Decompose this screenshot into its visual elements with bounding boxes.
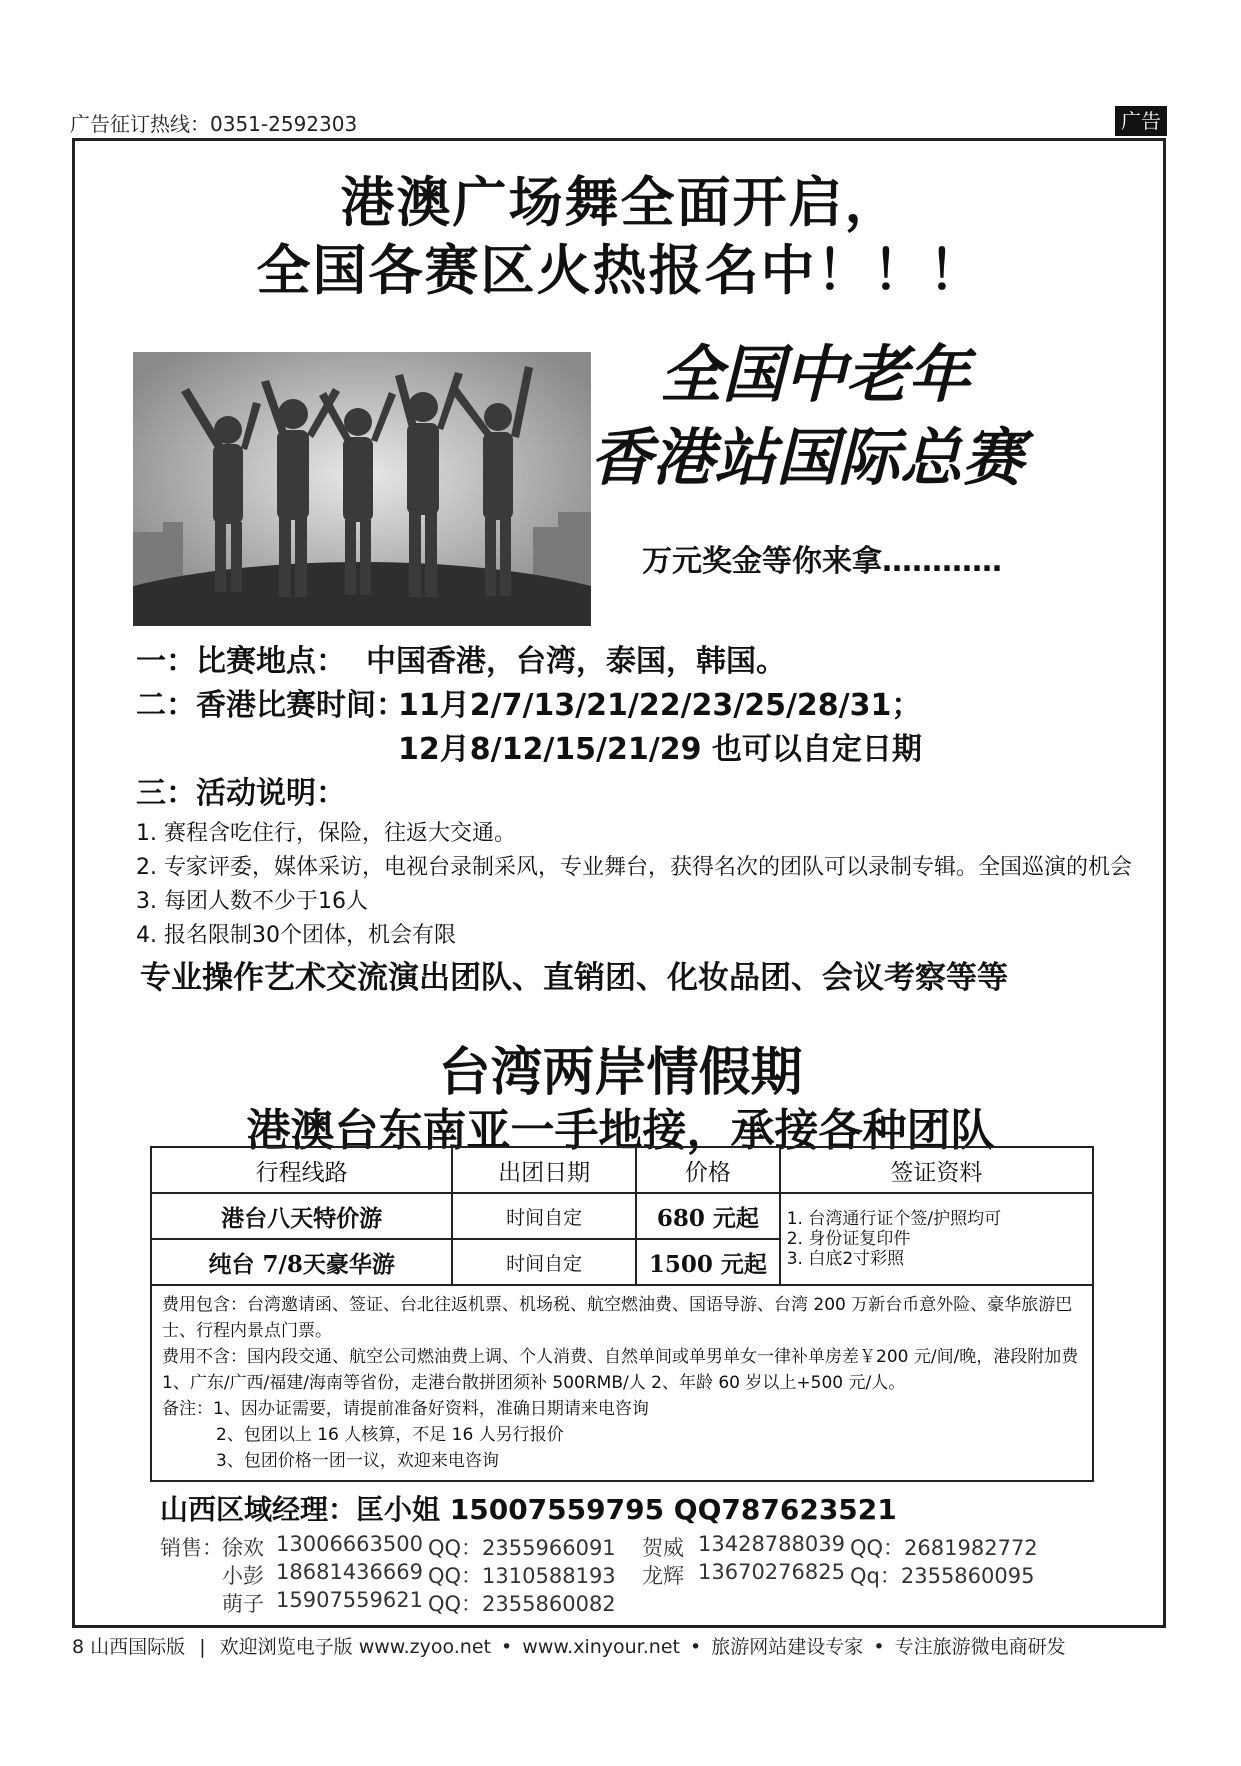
route-cell: 纯台 7/8天豪华游 <box>151 1239 452 1285</box>
team-types: 专业操作艺术交流演出团队、直销团、化妆品团、会议考察等等 <box>140 960 1008 996</box>
sales-phone: 15907559621 <box>276 1588 423 1612</box>
footer-bullet: • <box>873 1636 885 1658</box>
venue-label: 一：比赛地点： <box>136 644 346 679</box>
sales-qq: QQ：2681982772 <box>850 1536 1038 1560</box>
sales-qq: QQ：2355860082 <box>428 1592 616 1616</box>
col-header-visa: 签证资料 <box>780 1147 1093 1193</box>
remark-3: 3、包团价格一团一议，欢迎来电咨询 <box>216 1451 499 1471</box>
tour-table <box>150 1146 1094 1482</box>
regional-manager: 山西区域经理：匡小姐 15007559795 QQ787623521 <box>160 1493 897 1526</box>
activity-item: 1. 赛程含吃住行，保险，往返大交通。 <box>136 821 516 846</box>
sales-qq: QQ：2355966091 <box>428 1536 616 1560</box>
script-title-line-2: 香港站国际总赛 <box>590 421 1025 494</box>
sales-phone: 18681436669 <box>276 1560 423 1584</box>
col-header-route: 行程线路 <box>151 1147 452 1193</box>
activity-label: 三：活动说明： <box>136 776 346 811</box>
col-header-price: 价格 <box>636 1147 780 1193</box>
col-header-date: 出团日期 <box>452 1147 636 1193</box>
headline-line-2: 全国各赛区火热报名中！！！ <box>256 239 985 302</box>
ad-corner-tag: 广告 <box>1115 106 1167 136</box>
sales-qq: Qq：2355860095 <box>850 1564 1035 1588</box>
taiwan-subtitle: 港澳台东南亚一手地接，承接各种团队 <box>246 1105 995 1156</box>
remark-1: 备注：1、因办证需要，请提前准备好资料，准确日期请来电咨询 <box>162 1399 649 1419</box>
sales-name: 徐欢 <box>222 1536 264 1560</box>
script-title-line-1: 全国中老年 <box>660 338 971 411</box>
footer-site-link[interactable]: www.xinyour.net <box>522 1636 680 1658</box>
footer-slogan-2: 专注旅游微电商研发 <box>894 1636 1066 1658</box>
visa-item: 3. 白底2寸彩照 <box>786 1249 905 1269</box>
headline-line-1: 港澳广场舞全面开启， <box>340 171 901 234</box>
prize-tagline: 万元奖金等你来拿………… <box>642 544 1002 579</box>
activity-item: 3. 每团人数不少于16人 <box>136 889 368 914</box>
remark-2: 2、包团以上 16 人核算，不足 16 人另行报价 <box>216 1425 564 1445</box>
sales-phone: 13006663500 <box>276 1532 423 1556</box>
sales-name: 小彭 <box>222 1564 264 1588</box>
date-cell: 时间自定 <box>452 1239 636 1285</box>
footer-slogan-1: 旅游网站建设专家 <box>711 1636 864 1658</box>
edition-name: 山西国际版 <box>90 1636 186 1658</box>
footer-separator: | <box>199 1636 206 1658</box>
taiwan-title: 台湾两岸情假期 <box>438 1043 803 1103</box>
price-cell: 1500 元起 <box>636 1239 780 1285</box>
sales-phone: 13670276825 <box>698 1560 845 1584</box>
table-header-row <box>151 1147 1093 1193</box>
time-value-1: 11月2/7/13/21/22/23/25/28/31； <box>398 688 922 723</box>
footer-bullet: • <box>501 1636 513 1658</box>
date-cell: 时间自定 <box>452 1193 636 1239</box>
page-footer <box>72 1632 1066 1659</box>
visa-item: 2. 身份证复印件 <box>786 1229 911 1249</box>
time-label: 二：香港比赛时间： <box>136 688 406 723</box>
activity-item: 2. 专家评委，媒体采访，电视台录制采风，专业舞台，获得名次的团队可以录制专辑。全国巡演的机会 <box>136 855 1132 880</box>
venue-value: 中国香港，台湾，泰国，韩国。 <box>366 644 786 679</box>
visa-cell <box>780 1193 1093 1285</box>
sales-qq: QQ：1310588193 <box>428 1564 616 1588</box>
sales-name: 贺威 <box>642 1536 684 1560</box>
sales-name: 龙辉 <box>642 1564 684 1588</box>
sales-name: 萌子 <box>222 1592 264 1616</box>
table-row <box>151 1193 1093 1239</box>
route-cell: 港台八天特价游 <box>151 1193 452 1239</box>
footer-bullet: • <box>690 1636 702 1658</box>
activity-item: 4. 报名限制30个团体，机会有限 <box>136 923 456 948</box>
ad-hotline: 广告征订热线：0351-2592303 <box>70 112 358 136</box>
price-cell: 680 元起 <box>636 1193 780 1239</box>
time-value-2: 12月8/12/15/21/29 也可以自定日期 <box>398 732 922 767</box>
visa-item: 1. 台湾通行证个签/护照均可 <box>786 1209 1002 1229</box>
sales-label: 销售： <box>160 1536 223 1560</box>
fee-included: 费用包含：台湾邀请函、签证、台北往返机票、机场税、航空燃油费、国语导游、台湾 200 万新台币意外险、豪华旅游巴士、行程内景点门票。 <box>162 1295 1073 1341</box>
fee-notes-cell <box>151 1285 1093 1481</box>
sales-phone: 13428788039 <box>698 1532 845 1556</box>
notes-row <box>151 1285 1093 1481</box>
dancers-photo <box>133 352 591 626</box>
page-number: 8 <box>72 1636 85 1658</box>
footer-browse-link[interactable]: 欢迎浏览电子版 www.zyoo.net <box>219 1636 491 1658</box>
fee-excluded: 费用不含：国内段交通、航空公司燃油费上调、个人消费、自然单间或单男单女一律补单房差￥200 元/间/晚，港段附加费 1、广东/广西/福建/海南等省份，走港台散拼团须补 500RMB/人 2、年龄 60 岁以上+500 元/人。 <box>162 1347 1079 1393</box>
dancers-silhouette-image <box>133 352 591 626</box>
